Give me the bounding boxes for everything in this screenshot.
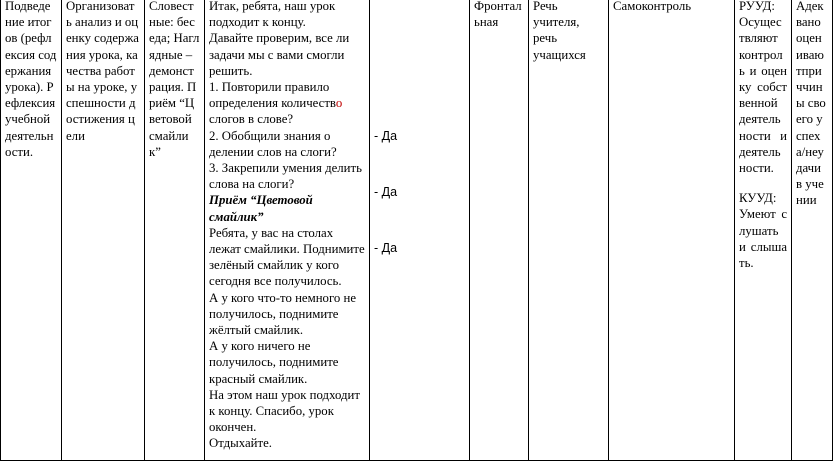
- teacher-body-line-1: Ребята, у вас на столах лежат смайлики. Поднимите зелёный смайлик у кого сегодня все получилось.: [209, 225, 365, 289]
- student-answer-2: - Да: [374, 185, 398, 200]
- question-3: 3. Закрепили умения делить слова на слоги?: [209, 161, 362, 192]
- teacher-body-line-2: А у кого что-то немного не получилось, поднимите жёлтый смайлик.: [209, 290, 357, 338]
- stage-text: Подведение итогов (рефлексия содержания урока). Рефлексия учебной деятельности.: [5, 0, 57, 159]
- methods-text: Словестные: беседа; Наглядные – демонстрация. Приём “Цветовой смайлик”: [149, 0, 200, 159]
- result-text: Адеквано оцениваютприччины своего успеха/неудачи в учении: [796, 0, 826, 208]
- teacher-body-line-4: На этом наш урок подходит к концу. Спасибо, урок окончен.: [209, 387, 360, 435]
- tasks-cell: [62, 0, 145, 461]
- teacher-intro-line-1: Итак, ребята, наш урок подходит к концу.: [209, 0, 336, 30]
- form-text: Фронтальная: [474, 0, 522, 30]
- stage-cell: [1, 0, 62, 461]
- tasks-text: Организовать анализ и оценку содержания урока, качества работы на уроке, успешности достижения цели: [66, 0, 139, 143]
- student-activity-cell: [529, 0, 609, 461]
- question-2: 2. Обобщили знания о делении слов на слоги?: [209, 128, 337, 159]
- uud-cell: [735, 0, 792, 461]
- student-answers-cell: [370, 0, 470, 461]
- student-answer-1: - Да: [374, 129, 398, 143]
- question-1-text-end: слогов в слове?: [209, 112, 294, 127]
- form-cell: [470, 0, 529, 461]
- control-text: Самоконтроль: [613, 0, 692, 13]
- teacher-intro-line-2: Давайте проверим, все ли задачи мы с вами смогли решить.: [209, 31, 350, 78]
- table-row: [1, 0, 833, 461]
- ruud-text: РУУД: Осуществляют контроль и оценку собственной деятельности и деятельности.: [739, 0, 787, 176]
- technique-title: Приём “Цветовой смайлик”: [209, 193, 313, 224]
- teacher-activity-cell: [205, 0, 370, 461]
- student-activity-text: Речь учителя, речь учащихся: [533, 0, 586, 62]
- teacher-body-line-5: Отдыхайте.: [209, 436, 273, 451]
- student-answers-list: [374, 0, 465, 257]
- question-1-red-letter: о: [335, 96, 343, 111]
- control-cell: [609, 0, 735, 461]
- kuud-text: КУУД: Умеют слушать и слышать.: [739, 191, 787, 271]
- result-cell: [792, 0, 833, 461]
- methods-cell: [145, 0, 205, 461]
- question-1: [209, 79, 365, 128]
- teacher-body-line-3: А у кого ничего не получилось, поднимите красный смайлик.: [209, 339, 339, 386]
- student-answer-3: - Да: [374, 241, 398, 256]
- question-1-text-start: 1. Повторили правило определения количеств: [209, 80, 336, 111]
- uud-spacer: [739, 176, 787, 190]
